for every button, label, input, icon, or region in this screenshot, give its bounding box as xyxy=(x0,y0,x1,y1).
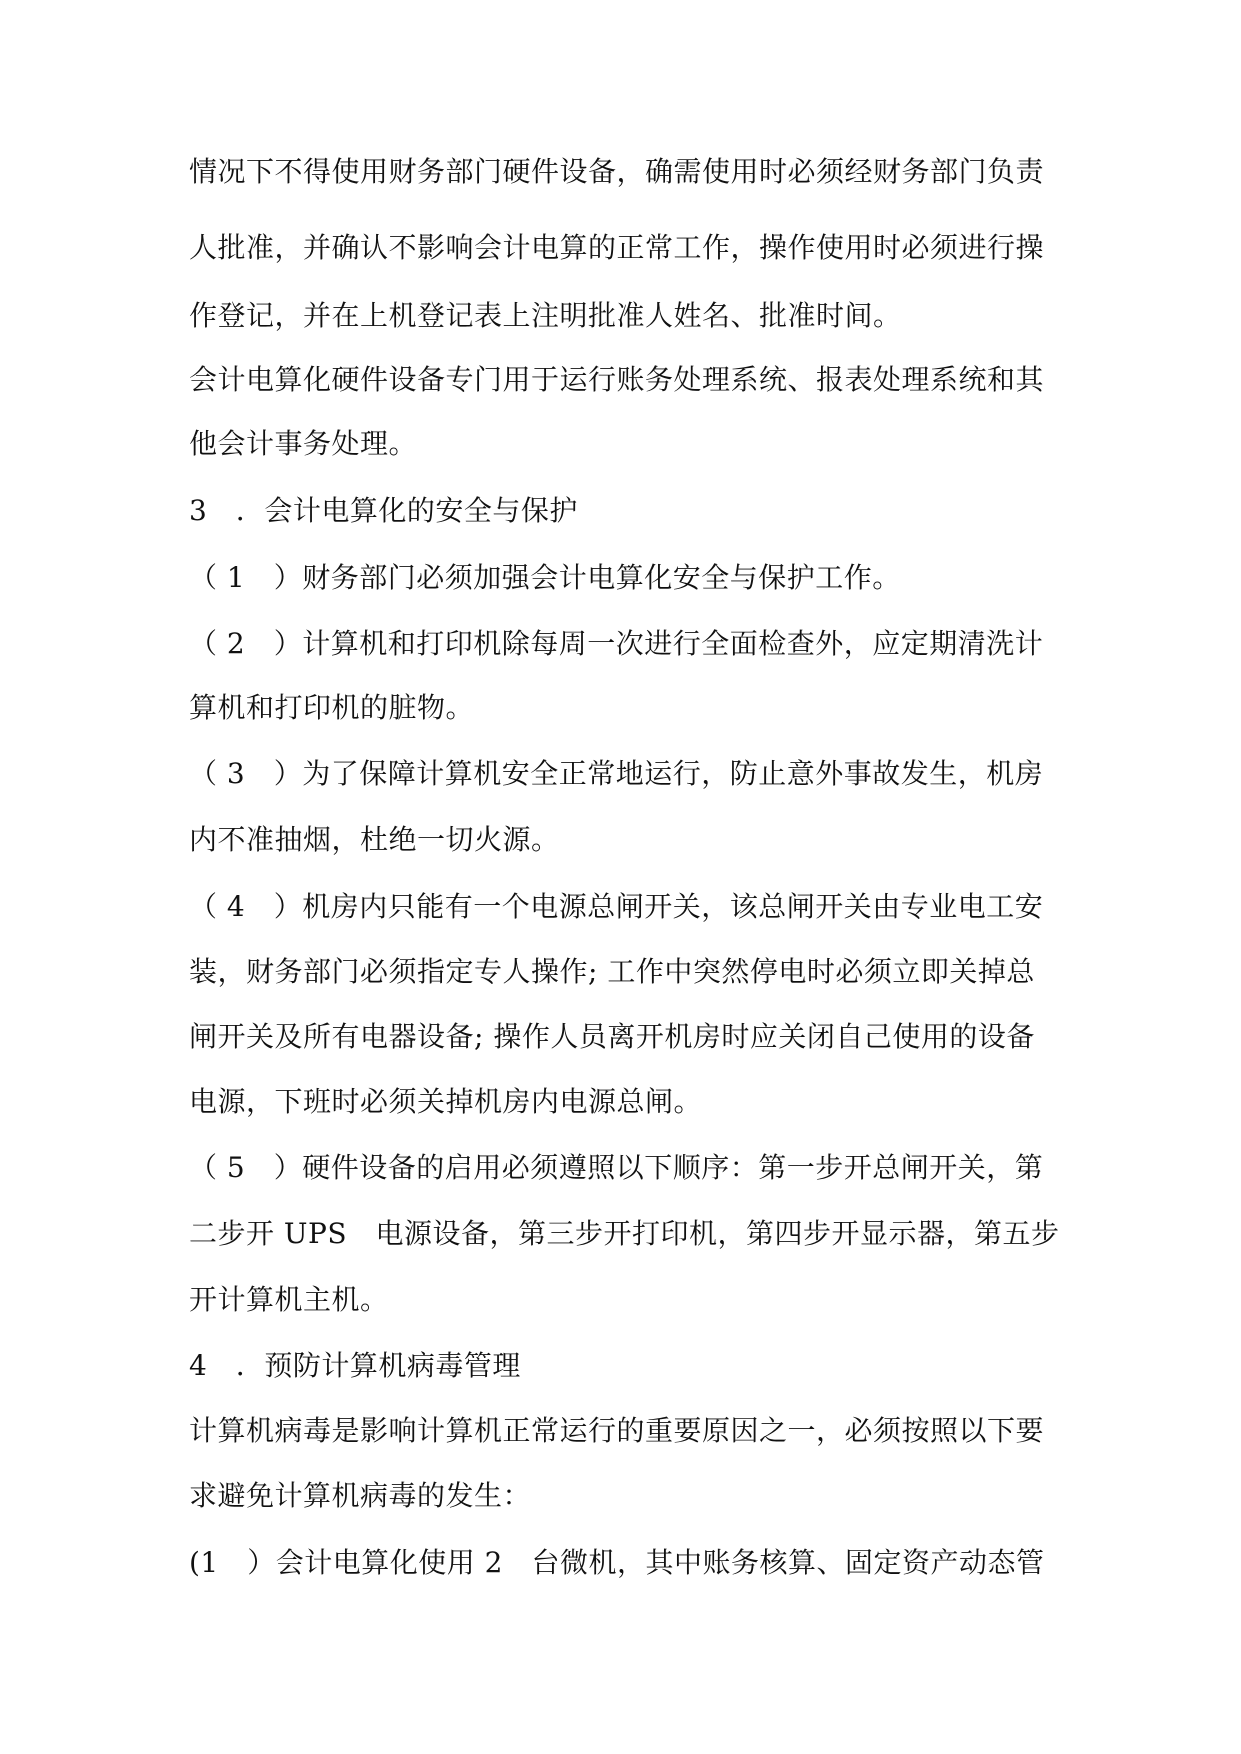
text-line: 开计算机主机。 xyxy=(189,1283,389,1316)
text-line: (1 ）会计电算化使用 2 台微机，其中账务核算、固定资产动态管 xyxy=(189,1546,1045,1579)
text-line: 会计电算化硬件设备专门用于运行账务处理系统、报表处理系统和其 xyxy=(189,363,1045,396)
text-line: （ 2 ）计算机和打印机除每周一次进行全面检查外，应定期清洗计 xyxy=(189,627,1044,660)
text-line: 作登记，并在上机登记表上注明批准人姓名、批准时间。 xyxy=(189,299,902,332)
text-line: 装，财务部门必须指定专人操作; 工作中突然停电时必须立即关掉总 xyxy=(189,955,1035,988)
text-line: （ 5 ）硬件设备的启用必须遵照以下顺序：第一步开总闸开关，第 xyxy=(189,1151,1044,1184)
text-line: 二步开 UPS 电源设备，第三步开打印机，第四步开显示器，第五步 xyxy=(189,1217,1060,1250)
text-line: 算机和打印机的脏物。 xyxy=(189,691,475,724)
text-line: 人批准，并确认不影响会计电算的正常工作，操作使用时必须进行操 xyxy=(189,231,1045,264)
text-line: （ 4 ）机房内只能有一个电源总闸开关，该总闸开关由专业电工安 xyxy=(189,890,1044,923)
text-line: 计算机病毒是影响计算机正常运行的重要原因之一，必须按照以下要 xyxy=(189,1414,1045,1447)
text-line: 情况下不得使用财务部门硬件设备，确需使用时必须经财务部门负责 xyxy=(189,155,1045,188)
text-line: （ 1 ）财务部门必须加强会计电算化安全与保护工作。 xyxy=(189,561,901,594)
section-heading: 3 ．会计电算化的安全与保护 xyxy=(189,494,578,527)
text-line: 求避免计算机病毒的发生： xyxy=(189,1479,532,1512)
text-line: （ 3 ）为了保障计算机安全正常地运行，防止意外事故发生，机房 xyxy=(189,757,1044,790)
text-line: 内不准抽烟，杜绝一切火源。 xyxy=(189,823,560,856)
text-line: 他会计事务处理。 xyxy=(189,427,418,460)
text-line: 闸开关及所有电器设备; 操作人员离开机房时应关闭自己使用的设备 xyxy=(189,1020,1035,1053)
section-heading: 4 ．预防计算机病毒管理 xyxy=(189,1349,521,1382)
text-line: 电源，下班时必须关掉机房内电源总闸。 xyxy=(189,1085,703,1118)
